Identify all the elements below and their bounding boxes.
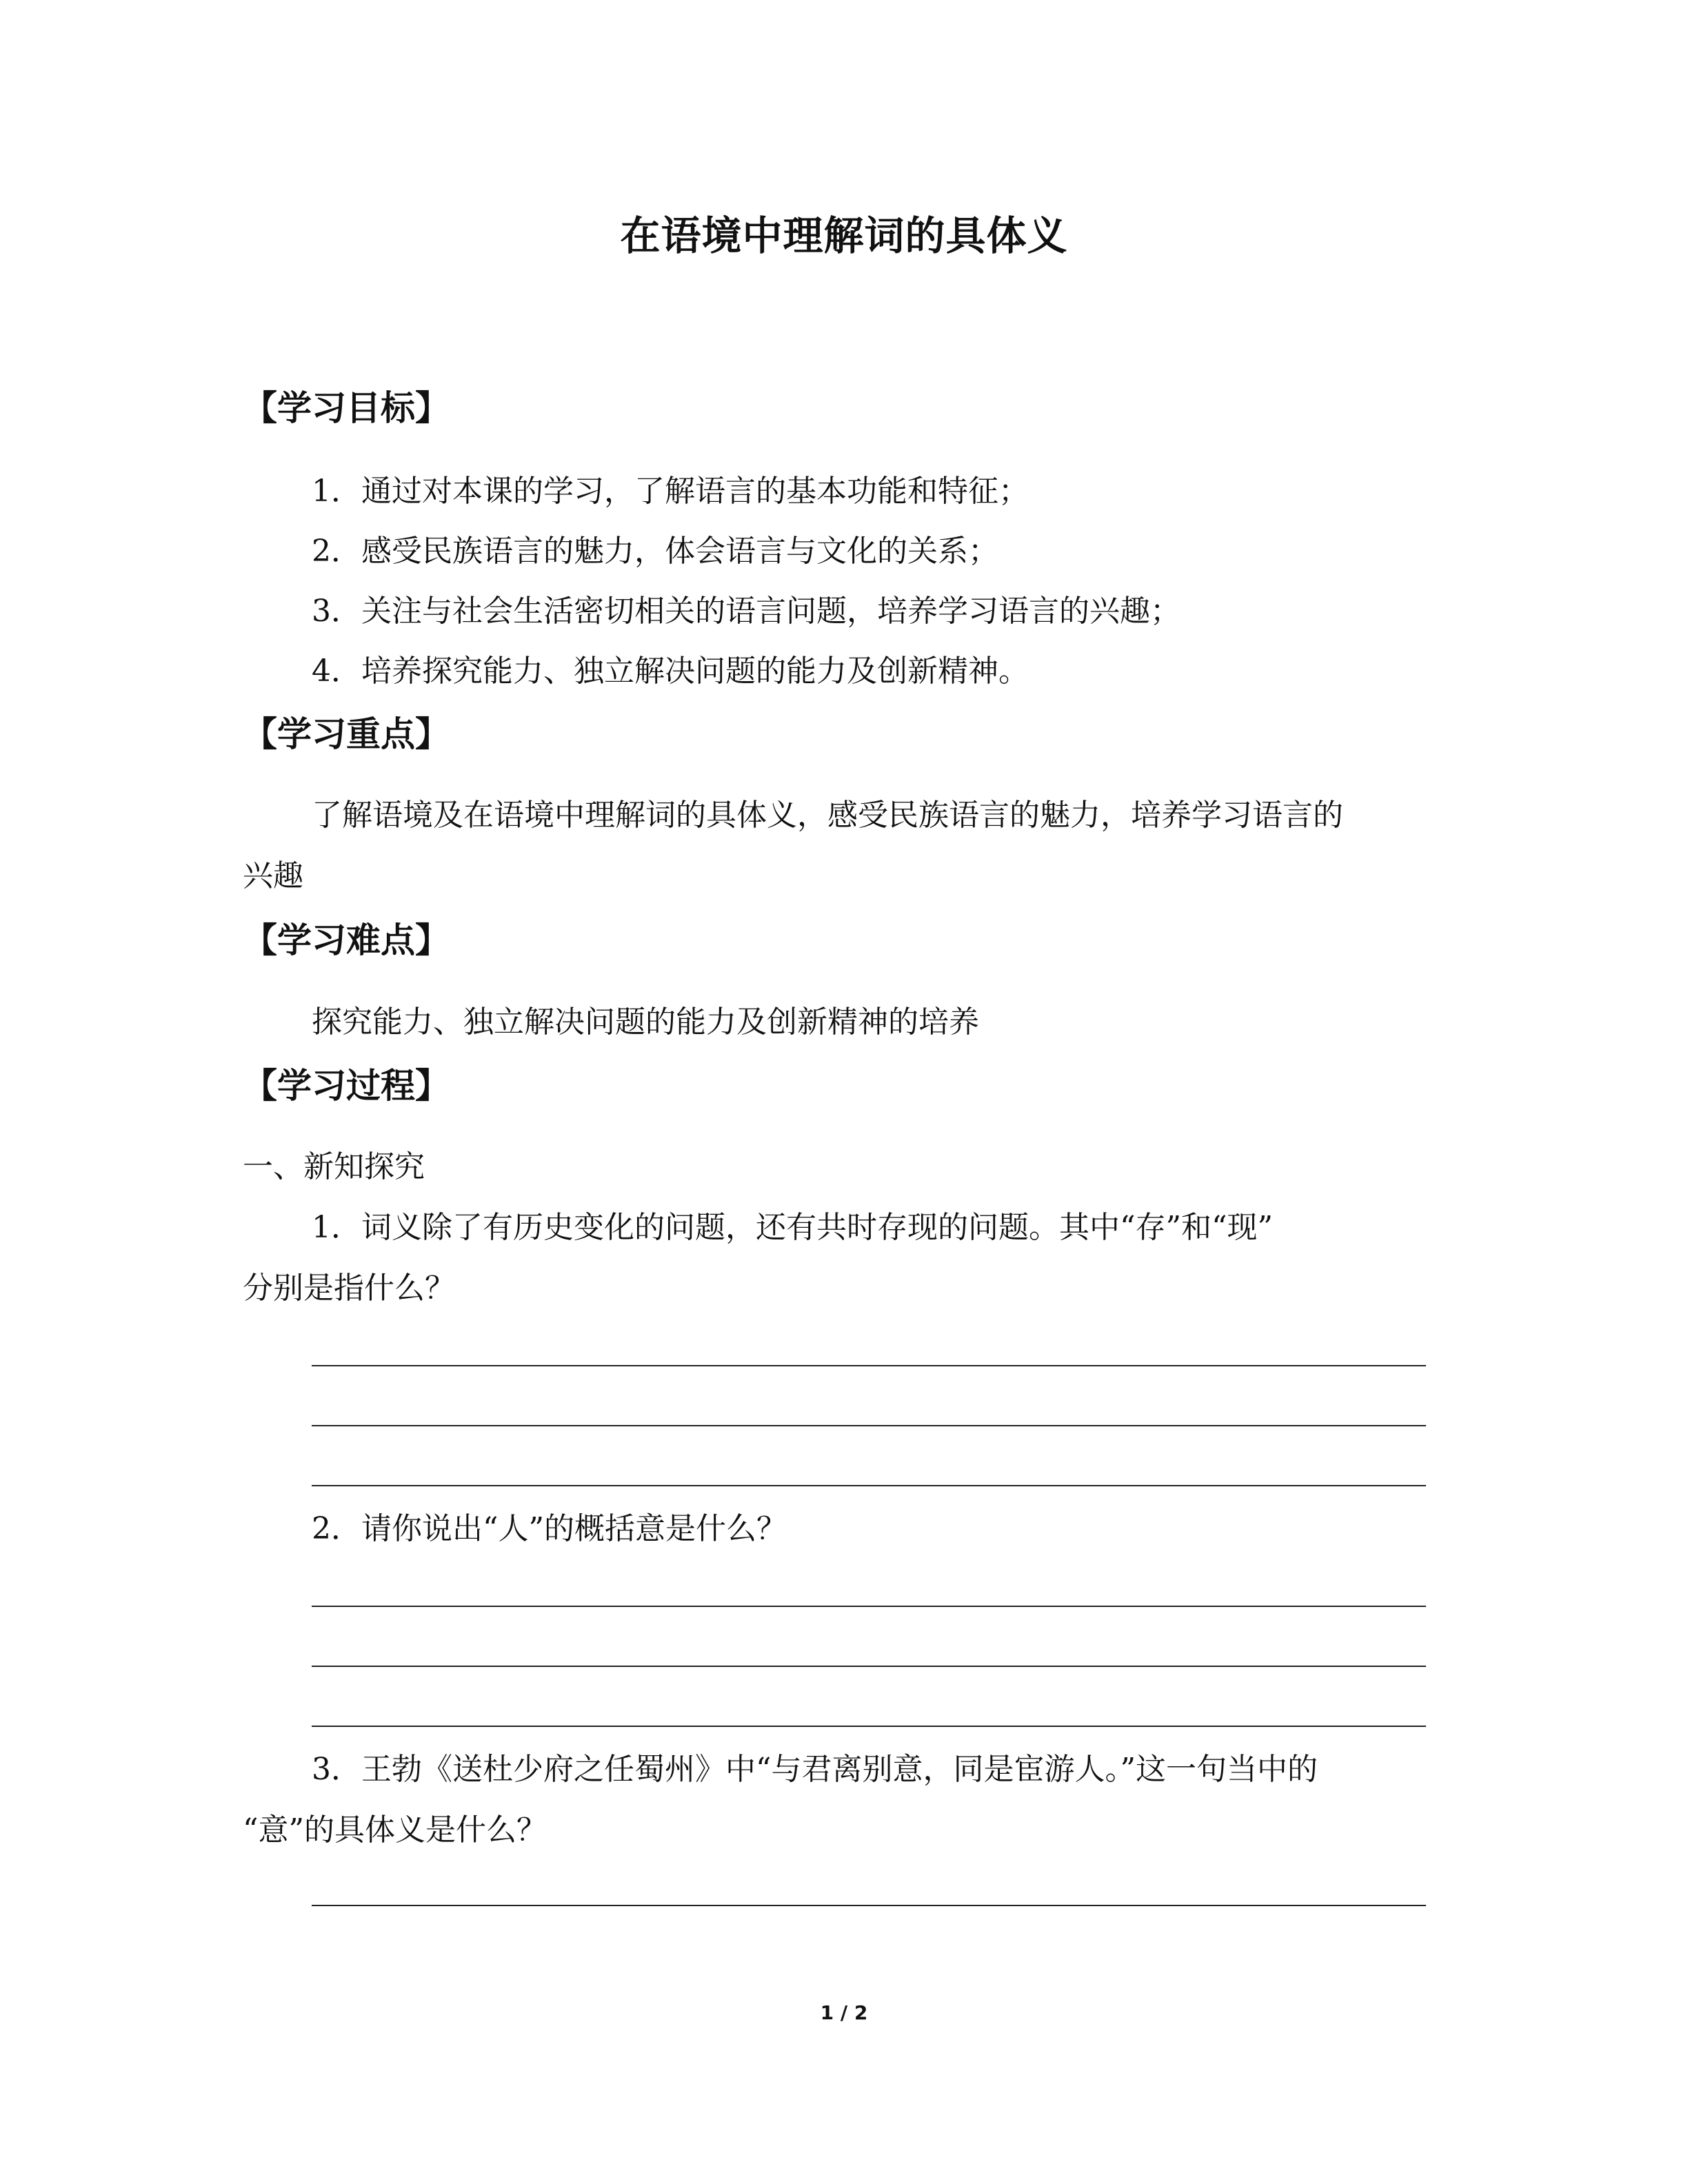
objectives-heading: 【学习目标】 [243, 388, 450, 428]
question-3-continued: “意”的具体义是什么？ [243, 1812, 547, 1848]
objective-item: 1．通过对本课的学习，了解语言的基本功能和特征； [312, 474, 1029, 509]
answer-line[interactable] [312, 1905, 1426, 1906]
process-heading: 【学习过程】 [243, 1066, 450, 1106]
question-1: 1．词义除了有历史变化的问题，还有共时存现的问题。其中“存”和“现” [312, 1210, 1273, 1245]
question-3: 3．王勃《送杜少府之任蜀州》中“与君离别意，同是宦游人。”这一句当中的 [312, 1752, 1318, 1787]
process-subheading: 一、新知探究 [243, 1149, 425, 1184]
page-title: 在语境中理解词的具体义 [620, 212, 1068, 259]
answer-line[interactable] [312, 1606, 1426, 1607]
objective-item: 4．培养探究能力、独立解决问题的能力及创新精神。 [312, 654, 1029, 689]
answer-line[interactable] [312, 1425, 1426, 1426]
key-points-text: 了解语境及在语境中理解词的具体义，感受民族语言的魅力，培养学习语言的 [312, 798, 1343, 833]
objective-item: 2．感受民族语言的魅力，体会语言与文化的关系； [312, 534, 998, 569]
key-points-text-continued: 兴趣 [243, 858, 303, 893]
page-number: 1 / 2 [820, 2001, 868, 2024]
key-points-heading: 【学习重点】 [243, 714, 450, 754]
answer-line[interactable] [312, 1365, 1426, 1366]
question-1-continued: 分别是指什么？ [243, 1271, 455, 1306]
difficulties-heading: 【学习难点】 [243, 920, 450, 960]
objective-item: 3．关注与社会生活密切相关的语言问题，培养学习语言的兴趣； [312, 594, 1180, 629]
difficulties-text: 探究能力、独立解决问题的能力及创新精神的培养 [312, 1004, 979, 1040]
answer-line[interactable] [312, 1726, 1426, 1727]
question-2: 2．请你说出“人”的概括意是什么？ [312, 1511, 787, 1546]
answer-line[interactable] [312, 1485, 1426, 1486]
answer-line[interactable] [312, 1666, 1426, 1667]
